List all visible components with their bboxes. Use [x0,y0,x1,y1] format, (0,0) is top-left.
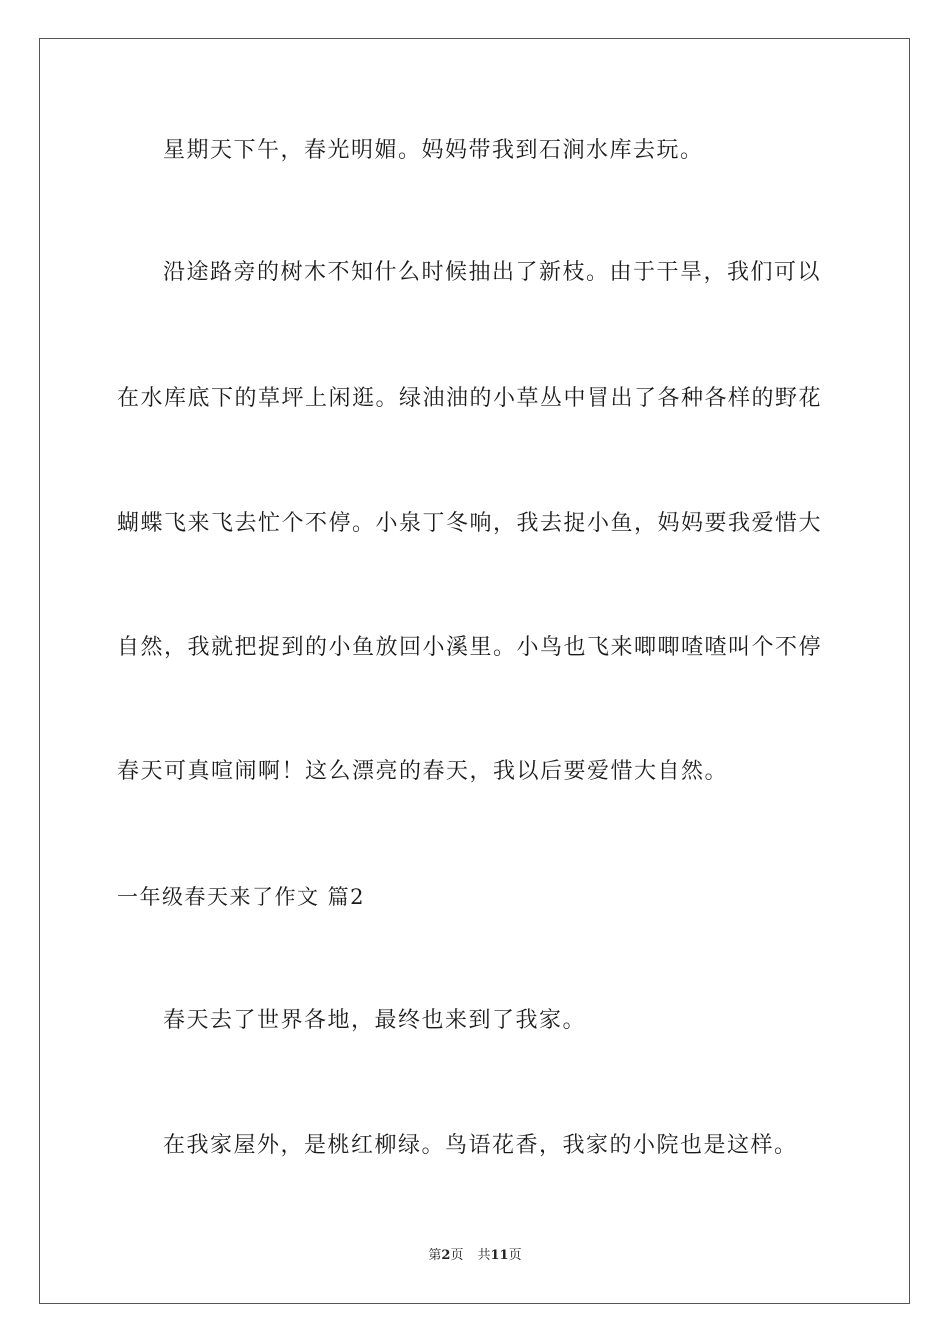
footer-page-prefix: 第 [428,1248,442,1263]
page-border [39,38,910,1304]
paragraph-line-5: 自然，我就把捉到的小鱼放回小溪里。小鸟也飞来唧唧喳喳叫个不停 [117,635,823,660]
paragraph-line-6: 春天可真喧闹啊！这么漂亮的春天，我以后要爱惜大自然。 [117,759,729,784]
footer-total-prefix: 共 [477,1248,491,1263]
paragraph-line-3: 在水库底下的草坪上闲逛。绿油油的小草丛中冒出了各种各样的野花 [117,386,823,411]
page-footer [0,1247,950,1265]
paragraph-line-8: 在我家屋外，是桃红柳绿。鸟语花香，我家的小院也是这样。 [163,1133,798,1158]
paragraph-line-4: 蝴蝶飞来飞去忙个不停。小泉丁冬响，我去捉小鱼，妈妈要我爱惜大 [117,511,823,536]
section-heading: 一年级春天来了作文 篇2 [117,885,366,909]
footer-page-suffix: 页 [450,1248,464,1263]
footer-total-pages: 11 [490,1248,509,1263]
footer-page-number: 2 [441,1248,451,1263]
paragraph-line-1: 星期天下午，春光明媚。妈妈带我到石涧水库去玩。 [163,138,704,163]
paragraph-line-7: 春天去了世界各地，最终也来到了我家。 [163,1008,587,1033]
paragraph-line-2: 沿途路旁的树木不知什么时候抽出了新枝。由于干旱，我们可以 [163,260,822,285]
footer-total-suffix: 页 [508,1248,522,1263]
